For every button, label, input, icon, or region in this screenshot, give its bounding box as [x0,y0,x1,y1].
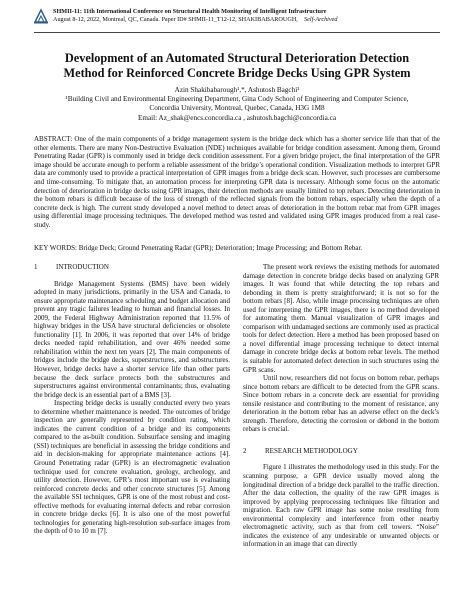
section-heading-methodology [243,447,439,456]
author-names: Azin Shakibabarough¹,*, Ashutosh Bagchi¹ [174,86,300,94]
section-title: RESEARCH METHODOLOGY [265,446,358,455]
title-line-2: Method for Reinforced Concrete Bridge Decks Using GPR System [63,66,411,80]
intro-paragraph-4: Until now, researchers did not focus on bottom rebar, perhaps since bottom rebars are difficult to be detected from the GPR scans. Since bottom rebars in a concrete deck are essential for providing tensile resistance and contributing to the moment of resistance, any deterioration in the bottom rebar has an adverse effect on the deck’s strength. Therefore, detecting the corrosion or debond in the bottom rebars is crucial. [243,374,439,434]
section-title: INTRODUCTION [56,263,109,271]
header-line-2: August 8-12, 2022, Montreal, QC, Canada. Paper ID# SHMII-11_T12-12, SHAKIBABAROUGH, [53,16,298,23]
section-number: 1 [34,263,38,271]
conference-logo-icon [34,8,48,24]
paper-title [40,51,434,81]
header-divider [34,32,440,33]
right-column [243,263,439,549]
author-block [40,86,434,123]
section-number: 2 [243,446,247,455]
section-heading-introduction [34,263,230,272]
header-line-1: SHMII-11: 11th International Conference on Structural Health Monitoring of Intelligent Infrastructure [53,8,327,15]
author-affiliation: ¹Building Civil and Environmental Engineering Department, Gina Cody School of Engineering and Computer Science, [65,95,409,104]
left-column [34,263,230,536]
intro-paragraph-2: Inspecting bridge decks is usually conducted every two years to determine whether maintenance is needed. The outcomes of bridge inspection are generally represented by condition rating, which indicates the current condition of a bridge and its components compared to the as-built condition. Subsurface sensing and imaging (SSI) techniques are beneficial in assessing the bridge conditions and aid in decision-making for appropriate maintenance actions [4]. Ground Penetrating radar (GPR) is an electromagnetic evaluation technique used for concrete evaluation, geology, archeology, and utility detection. However, GPR’s most important use is evaluating reinforced concrete decks and other concrete structures [5]. Among the available SSI techniques, GPR is one of the most robust and cost-effective methods for evaluating internal defects and rebar corrosion in concrete bridge decks [6]. It is also one of the most powerful technologies for generating high-resolution sub-surface images from the depth of 0 to 10 m [7]. [34,399,230,536]
keywords: KEY WORDS: Bridge Deck; Ground Penetrating Radar (GPR); Deterioration; Image Processing; and Bottom Rebar. [34,244,363,252]
conference-header [34,7,454,33]
self-archived-label: Self-Archived [304,16,338,23]
abstract [34,135,440,230]
methodology-paragraph-1: Figure 1 illustrates the methodology used in this study. For the scanning purpose, a GPR device usually moved along the longitudinal direction of a bridge deck parallel to the traffic direction. After the data collection, the quality of the raw GPR images is improved by applying preprocessing techniques like filtration and migration. Each raw GPR image has some noise resulting from environmental complexity and interference from other nearby electromagnetic activity, such as that from cell towers. “Noise” indicates the existence of any undesirable or unwanted objects or information in an image that can directly [243,463,439,549]
intro-paragraph-1: Bridge Management Systems (BMS) have been widely adopted in many jurisdictions, primarily in the USA and Canada, to ensure appropriate maintenance scheduling and budget allocation and prevent any tragic failures leading to human and financial losses. In 2009, the Federal Highway Administration reported that 11.5% of highway bridges in the USA have structural deficiencies or obsolete functionality [1]. In 2006, it was reported that over 14% of bridge decks needed rapid rehabilitation, and over 46% needed some rehabilitation within the next ten years [2]. The main components of bridges include the bridge decks, superstructures, and substructures. However, bridge decks have a shorter service life than other parts because the deck surface protects both the substructures and superstructures against environmental contaminants; thus, evaluating the bridge deck is an essential part of a BMS [3]. [34,279,230,399]
abstract-text: ABSTRACT: One of the main components of a bridge management system is the bridge deck which has a shorter service life than that of the other elements. There are many Non-Destructive Evaluation (NDE) techniques available for bridge condition assessment. Among them, Ground Penetrating Radar (GPR) is commonly used in bridge deck condition assessment. For a given bridge project, the final interpretation of the GPR image should be accurate enough to perform a reliable assessment of the bridge’s operational condition. Visualization methods to interpret GPR data are commonly used to provide a practical interpretation of GPR images from a bridge deck scan. However, such processes are cumbersome and time-consuming. To mitigate that, an automation process for interpreting GPR data is necessary. Although some focus on the automatic detection of deterioration in bridge decks using GPR images, their detection methods are usually limited to top rebars. Detecting deterioration in the bottom rebars is difficult because of the loss of strength of the reflected signals from the bottom rebars, especially when the depth of a concrete deck is high. The current study developed a novel method to detect areas of deterioration in the bottom rebar mat from GPR images using differential image processing techniques. The developed method was tested and validated using GPR images produced from a real case-study. [34,135,440,229]
author-university: Concordia University, Montreal, Quebec, Canada, H3G 1M8 [149,104,325,113]
author-email[interactable]: Email: Az_shak@encs.concordia.ca , ashutosh.bagchi@concordia.ca [137,113,337,122]
title-line-1: Development of an Automated Structural Deterioration Detection [64,51,410,65]
intro-paragraph-3: The present work reviews the existing methods for automated damage detection in concrete bridge decks based on analyzing GPR images. It was found that while detecting the top rebars and debonding in them is pretty straightforward; it is not so for the bottom rebars [8]. Also, while image processing techniques are often used for interpreting the GPR images, there is no method developed for automating them. Manual visualization of GPR images and comparison with undamaged sections are commonly used as practical tools for defect detection. Here a method has been proposed based on a novel differential image processing technique to detect internal damage in concrete bridge decks at bottom rebar levels. The method is suitable for automated defect detection in such structures using the GPR scans. [243,263,439,374]
